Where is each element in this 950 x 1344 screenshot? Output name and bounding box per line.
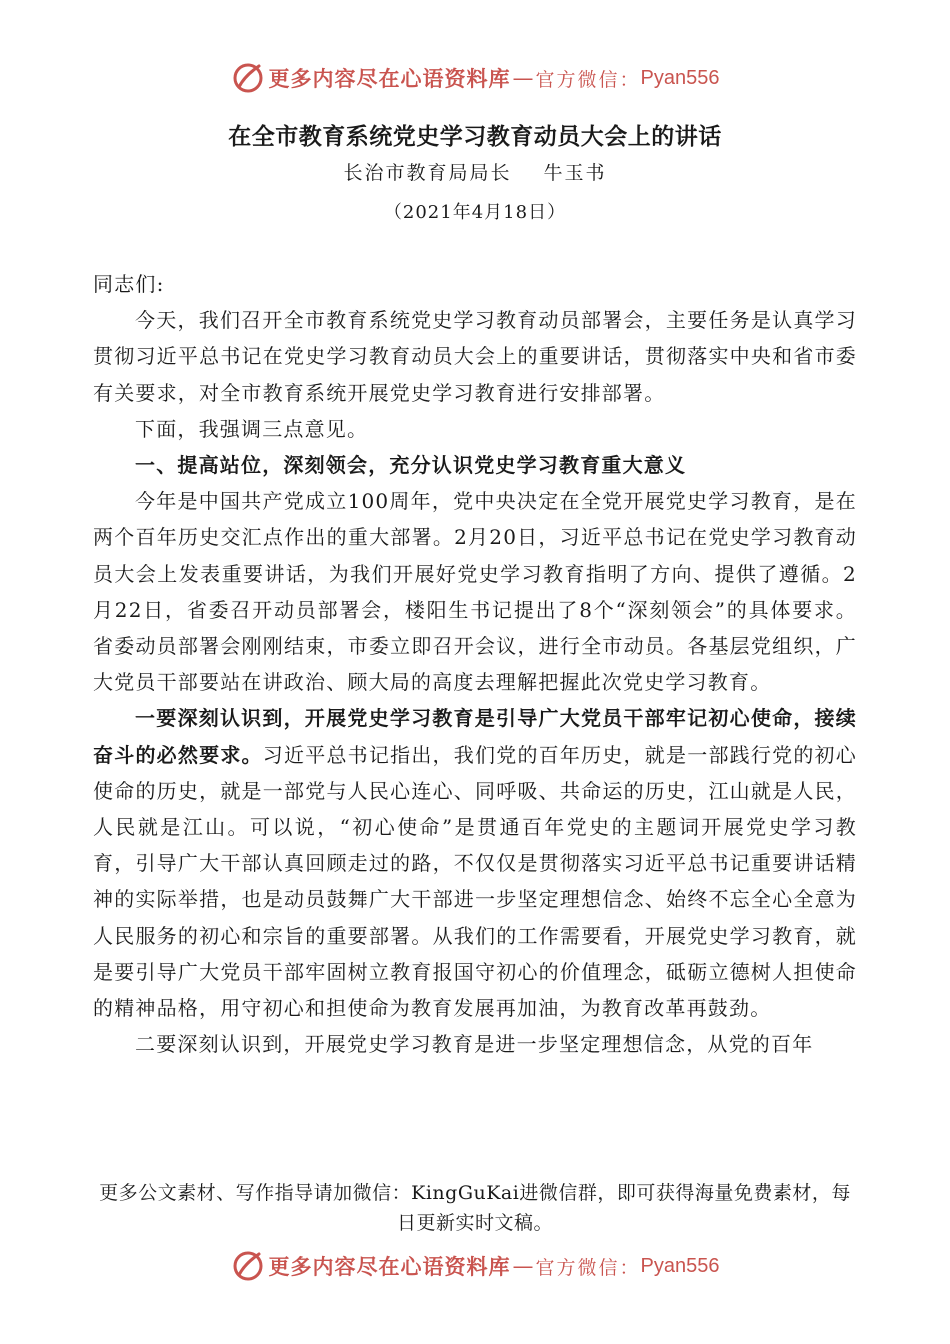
document-body xyxy=(93,266,857,1062)
paragraph-1: 今天，我们召开全市教育系统党史学习教育动员部署会，主要任务是认真学习贯彻习近平总书记在党史学习教育动员大会上的重要讲话，贯彻落实中央和省市委有关要求，对全市教育系统开展党史学习教育进行安排部署。 xyxy=(93,308,857,405)
salutation: 同志们: xyxy=(93,272,165,296)
watermark-wechat-label: 官方微信： xyxy=(535,68,641,91)
watermark-bottom xyxy=(0,1244,950,1288)
watermark-wechat-id: Pyan556 xyxy=(640,66,720,89)
document-title: 在全市教育系统党史学习教育动员大会上的讲话 xyxy=(228,123,722,150)
author-name: 牛玉书 xyxy=(543,162,607,184)
document-date: （2021年4月18日） xyxy=(383,202,567,223)
paragraph-5: 二要深刻认识到，开展党史学习教育是进一步坚定理想信念，从党的百年 xyxy=(135,1032,814,1057)
watermark-separator: — xyxy=(512,1254,534,1278)
paragraph-2: 下面，我强调三点意见。 xyxy=(135,416,369,441)
watermark-separator: — xyxy=(512,66,534,90)
paragraph-4-body: 习近平总书记指出，我们党的百年历史，就是一部践行党的初心使命的历史，就是一部党与人民心连心、同呼吸、共命运的历史，江山就是人民，人民就是江山。可以说，“初心使命”是贯通百年党史的主题词开展党史学习教育，引导广大干部认真回顾走过的路，不仅仅是贯彻落实习近平总书记重要讲话精神的实际举措，也是动员鼓舞广大干部进一步坚定理想信念、始终不忘全心全意为人民服务的初心和宗旨的重要部署。从我们的工作需要看，开展党史学习教育，就是要引导广大党员干部牢固树立教育报国守初心的价值理念，砥砺立德树人担使命的精神品格，用守初心和担使命为教育发展再加油，为教育改革再鼓劲。 xyxy=(93,742,857,1021)
paragraph-4-lead: 一要深刻认识到，开展党史学习教育是引导广大党员干部牢记初心使命，接续奋斗的必然要求。 xyxy=(93,706,857,767)
watermark-wechat-label: 官方微信： xyxy=(535,1256,641,1279)
brush-logo-icon xyxy=(231,61,265,95)
watermark-site-text: 更多内容尽在心语资料库 xyxy=(268,67,511,91)
document-author xyxy=(0,158,950,185)
author-position: 长治市教育局局长 xyxy=(343,162,512,184)
brush-logo-icon xyxy=(231,1249,265,1283)
watermark-wechat-id: Pyan556 xyxy=(640,1254,720,1277)
paragraph-4 xyxy=(93,700,857,1026)
watermark-site-text: 更多内容尽在心语资料库 xyxy=(268,1255,511,1279)
paragraph-3: 今年是中国共产党成立100周年，党中央决定在全党开展党史学习教育，是在两个百年历史交汇点作出的重大部署。2月20日，习近平总书记在党史学习教育动员大会上发表重要讲话，为我们开展好党史学习教育指明了方向、提供了遵循。2月22日，省委召开动员部署会，楼阳生书记提出了8个“深刻领会”的具体要求。省委动员部署会刚刚结束，市委立即召开会议，进行全市动员。各基层党组织，广大党员干部要站在讲政治、顾大局的高度去理解把握此次党史学习教育。 xyxy=(93,489,857,695)
section-heading-1: 一、提高站位，深刻领会，充分认识党史学习教育重大意义 xyxy=(135,453,687,478)
footer-note: 更多公文素材、写作指导请加微信：KingGuKai进微信群，即可获得海量免费素材，每日更新实时文稿。 xyxy=(99,1182,851,1234)
watermark-top xyxy=(0,56,950,100)
